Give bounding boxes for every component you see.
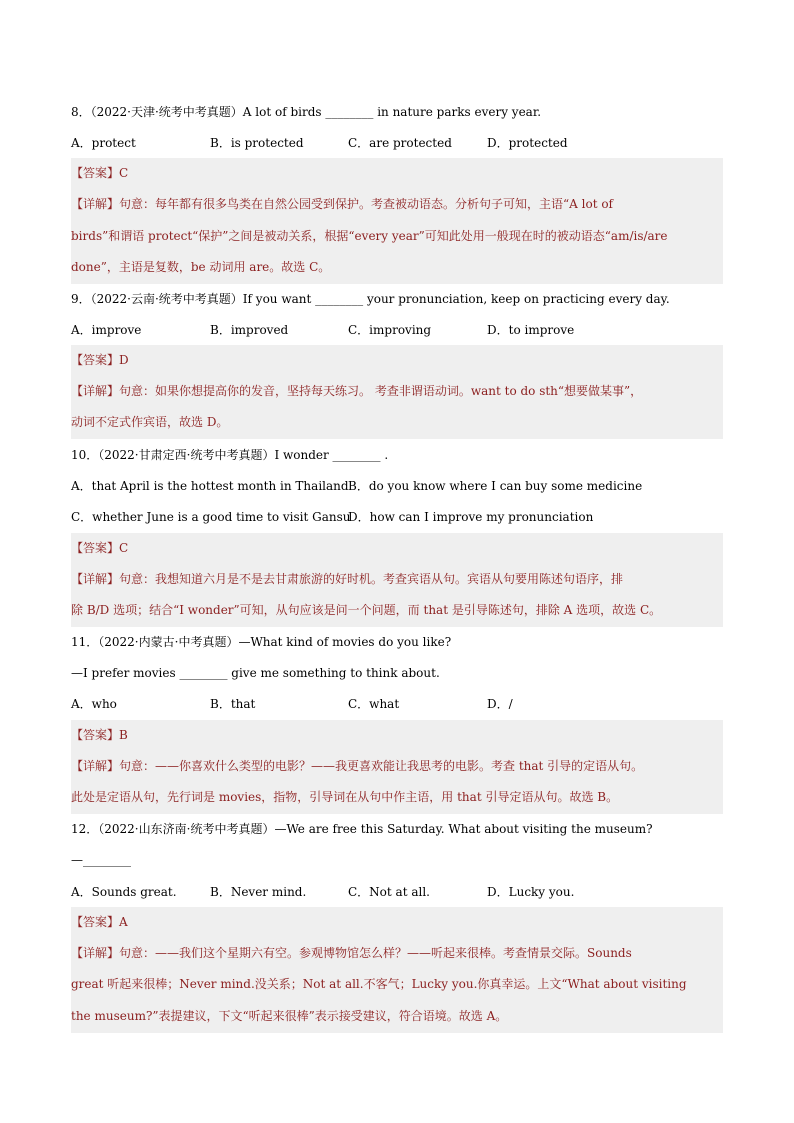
answer-line <box>71 352 129 369</box>
question-12-solution-box <box>71 907 723 1033</box>
option-a: A．Sounds great. <box>71 885 177 899</box>
option-d: D．protected <box>487 136 568 150</box>
answer-label: 【答案】 <box>71 915 120 929</box>
option-b: B．improved <box>210 323 289 337</box>
detail-text: the museum?”表提建议，下文“听起来很棒”表示接受建议，符合语境。故选 A。 <box>71 1009 508 1023</box>
answer-line <box>71 165 128 182</box>
option-a: A．improve <box>71 323 142 337</box>
option-c: C．what <box>348 697 400 711</box>
detail-line <box>71 383 642 400</box>
option-b: B．do you know where I can buy some medicine <box>348 479 643 493</box>
option-d: D．how can I improve my pronunciation <box>348 510 594 524</box>
question-11-solution-box <box>71 720 723 814</box>
answer-value: B <box>119 728 128 742</box>
question-8-solution-box <box>71 158 723 284</box>
detail-text: great 听起来很棒；Never mind.没关系；Not at all.不客气；Lucky you.你真幸运。上文“What about visiting <box>71 977 687 991</box>
detail-label: 【详解】 <box>71 946 120 960</box>
detail-line <box>71 976 687 993</box>
question-10-solution-box <box>71 533 723 627</box>
answer-label: 【答案】 <box>71 353 120 367</box>
detail-label: 【详解】 <box>71 384 120 398</box>
option-d: D．Lucky you. <box>487 885 575 899</box>
detail-line <box>71 259 330 276</box>
detail-line <box>71 758 643 775</box>
option-c: C．whether June is a good time to visit Gansu <box>71 510 351 524</box>
option-c: C．improving <box>348 323 432 337</box>
detail-line <box>71 945 632 962</box>
detail-line <box>71 228 668 245</box>
option-b: B．that <box>210 697 256 711</box>
answer-label: 【答案】 <box>71 728 120 742</box>
answer-value: C <box>119 166 129 180</box>
detail-text: 句意：每年都有很多鸟类在自然公园受到保护。考查被动语态。分析句子可知，主语“A lot of <box>119 197 613 211</box>
answer-line <box>71 727 128 744</box>
detail-text: 句意：如果你想提高你的发音，坚持每天练习。 考查非谓语动词。want to do sth“想要做某事”， <box>119 384 643 398</box>
option-b: B．is protected <box>210 136 304 150</box>
detail-label: 【详解】 <box>71 572 120 586</box>
answer-value: C <box>119 541 129 555</box>
detail-text: birds”和谓语 protect“保护”之间是被动关系，根据“every year”可知此处用一般现在时的被动语态“am/is/are <box>71 229 668 243</box>
detail-line <box>71 196 613 213</box>
answer-label: 【答案】 <box>71 541 120 555</box>
detail-line <box>71 414 228 431</box>
detail-line <box>71 602 661 619</box>
question-11-stem-reply: —I prefer movies ________ give me something to think about. <box>71 666 440 680</box>
detail-text: done”，主语是复数，be 动词用 are。故选 C。 <box>71 260 331 274</box>
detail-line <box>71 571 623 588</box>
question-9-solution-box <box>71 345 723 439</box>
answer-value: A <box>119 915 128 929</box>
option-a: A．who <box>71 697 117 711</box>
detail-text: 除 B/D 选项；结合“I wonder”可知，从句应该是问一个问题，而 that 是引导陈述句，排除 A 选项，故选 C。 <box>71 603 662 617</box>
question-12-stem-reply: —________ <box>71 853 131 867</box>
detail-text: 句意：我想知道六月是不是去甘肃旅游的好时机。考查宾语从句。宾语从句要用陈述句语序，排 <box>119 572 624 586</box>
answer-line <box>71 540 128 557</box>
detail-text: 动词不定式作宾语，故选 D。 <box>71 415 229 429</box>
answer-value: D <box>119 353 129 367</box>
answer-label: 【答案】 <box>71 166 120 180</box>
detail-text: 句意：——你喜欢什么类型的电影？——我更喜欢能让我思考的电影。考查 that 引导的定语从句。 <box>119 759 644 773</box>
option-b: B．Never mind. <box>210 885 307 899</box>
option-d: D．/ <box>487 697 513 711</box>
answer-line <box>71 914 128 931</box>
option-a: A．protect <box>71 136 136 150</box>
option-d: D．to improve <box>487 323 575 337</box>
detail-label: 【详解】 <box>71 759 120 773</box>
question-9-stem: 9．（2022·云南·统考中考真题）If you want ________ your pronunciation, keep on practicing every day. <box>71 292 670 306</box>
question-11-stem: 11．（2022·内蒙古·中考真题）—What kind of movies do you like? <box>71 635 452 649</box>
option-c: C．are protected <box>348 136 452 150</box>
detail-line <box>71 789 618 806</box>
question-10-stem: 10．（2022·甘肃定西·统考中考真题）I wonder ________ . <box>71 448 389 462</box>
detail-text: 此处是定语从句，先行词是 movies，指物，引导词在从句中作主语，用 that 引导定语从句。故选 B。 <box>71 790 619 804</box>
question-12-stem: 12．（2022·山东济南·统考中考真题）—We are free this Saturday. What about visiting the museum? <box>71 822 653 836</box>
detail-text: 句意：——我们这个星期六有空。参观博物馆怎么样？——听起来很棒。考查情景交际。Sounds <box>119 946 632 960</box>
option-c: C．Not at all. <box>348 885 430 899</box>
detail-label: 【详解】 <box>71 197 120 211</box>
question-8-stem: 8．（2022·天津·统考中考真题）A lot of birds ________ in nature parks every year. <box>71 105 542 119</box>
option-a: A．that April is the hottest month in Thailand <box>71 479 349 493</box>
detail-line <box>71 1008 507 1025</box>
